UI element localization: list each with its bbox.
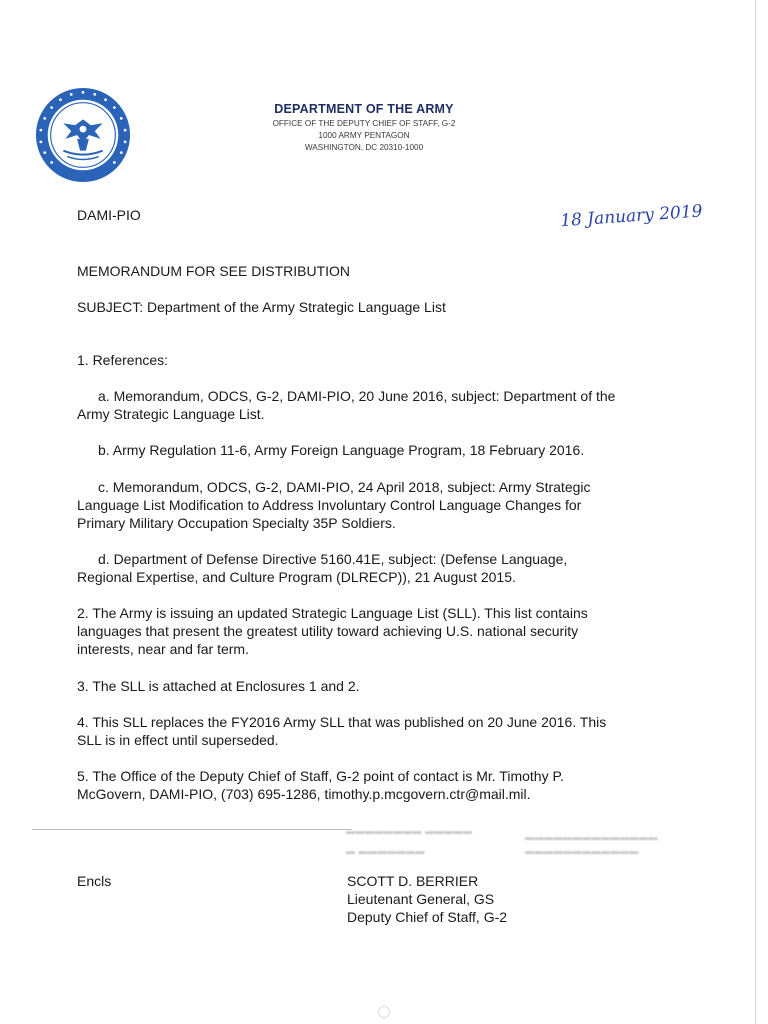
reference-d-line1: d. Department of Defense Directive 5160.41E, subject: (Defense Language,: [98, 551, 568, 567]
letterhead: [196, 102, 532, 152]
paragraph-2-line2: languages that present the greatest utility toward achieving U.S. national security: [77, 623, 579, 639]
handwritten-date: [556, 194, 704, 234]
references-heading: [77, 351, 677, 369]
letterhead-address: 1000 ARMY PENTAGON: [318, 131, 410, 140]
reference-d-line2: Regional Expertise, and Culture Program (DLRECP)), 21 August 2015.: [77, 569, 516, 585]
paragraph-3-line1: 3. The SLL is attached at Enclosures 1 and 2.: [77, 678, 360, 694]
references-heading-text: 1. References:: [77, 352, 169, 368]
paragraph-3: [77, 677, 677, 695]
faint-bleedthrough-text-3: ▬▬▬▬▬▬▬▬▬▬▬▬▬▬: [525, 832, 658, 842]
signer-rank: Lieutenant General, GS: [347, 891, 495, 907]
footer-mark: [378, 1006, 390, 1018]
reference-a: [77, 387, 677, 423]
faint-bleedthrough-text: ▬▬▬▬▬▬▬▬ ▬▬▬▬▬: [346, 826, 473, 836]
separator-line: [32, 829, 352, 830]
letterhead-office: OFFICE OF THE DEPUTY CHIEF OF STAFF, G-2: [272, 119, 456, 128]
letterhead-city: WASHINGTON, DC 20310-1000: [304, 143, 424, 152]
enclosures-label: Encls: [77, 873, 112, 889]
paragraph-4-line1: 4. This SLL replaces the FY2016 Army SLL that was published on 20 June 2016. This: [77, 714, 607, 730]
reference-c: [77, 478, 677, 532]
paragraph-5-line2: McGovern, DAMI-PIO, (703) 695-1286, timothy.p.mcgovern.ctr@mail.mil.: [77, 786, 531, 802]
reference-c-line3: Primary Military Occupation Specialty 35P Soldiers.: [77, 515, 396, 531]
page-edge: [755, 0, 756, 1024]
paragraph-2-line3: interests, near and far term.: [77, 641, 249, 657]
reference-c-line1: c. Memorandum, ODCS, G-2, DAMI-PIO, 24 April 2018, subject: Army Strategic: [98, 479, 591, 495]
signature-block: [347, 872, 507, 926]
reference-a-line2: Army Strategic Language List.: [77, 406, 265, 422]
army-seal-icon: [34, 86, 132, 184]
subject-line: SUBJECT: Department of the Army Strategic Language List: [77, 299, 446, 315]
paragraph-4: [77, 713, 677, 749]
paragraph-2: [77, 604, 677, 658]
date-text: 18 January 2019: [559, 201, 704, 232]
reference-a-line1: a. Memorandum, ODCS, G-2, DAMI-PIO, 20 June 2016, subject: Department of the: [98, 388, 616, 404]
reference-c-line2: Language List Modification to Address Involuntary Control Language Changes for: [77, 497, 582, 513]
letterhead-title: DEPARTMENT OF THE ARMY: [274, 102, 454, 116]
faint-bleedthrough-text-2: ▬ ▬▬▬▬▬▬▬: [346, 846, 426, 856]
paragraph-5-line1: 5. The Office of the Deputy Chief of Staff, G-2 point of contact is Mr. Timothy P.: [77, 768, 564, 784]
faint-bleedthrough-text-4: ▬▬▬▬▬▬▬▬▬▬▬▬: [525, 846, 639, 856]
signer-title: Deputy Chief of Staff, G-2: [347, 909, 508, 925]
office-symbol: DAMI-PIO: [77, 207, 141, 223]
paragraph-5: [77, 767, 677, 803]
signer-name: SCOTT D. BERRIER: [347, 873, 479, 889]
paragraph-4-line2: SLL is in effect until superseded.: [77, 732, 279, 748]
reference-b-line1: b. Army Regulation 11-6, Army Foreign Language Program, 18 February 2016.: [98, 442, 585, 458]
memo-for-line: MEMORANDUM FOR SEE DISTRIBUTION: [77, 263, 351, 279]
paragraph-2-line1: 2. The Army is issuing an updated Strategic Language List (SLL). This list contains: [77, 605, 588, 621]
reference-b: [77, 441, 677, 459]
reference-d: [77, 550, 677, 586]
